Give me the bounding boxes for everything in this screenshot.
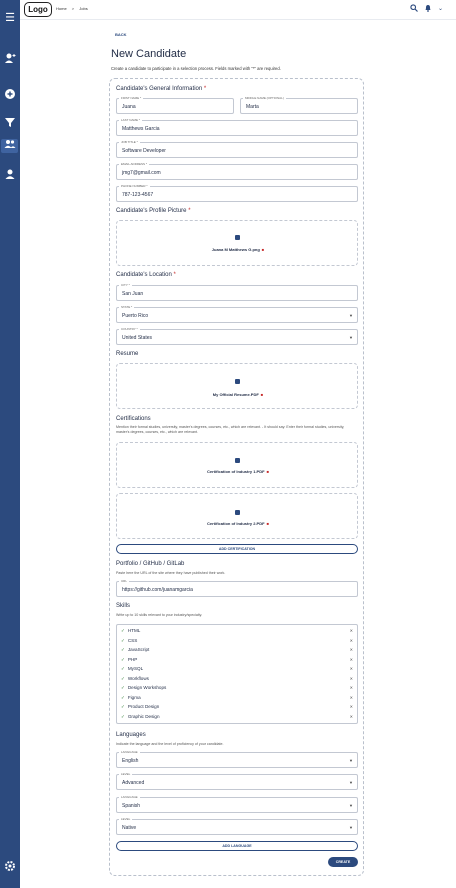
breadcrumb-home[interactable]: Home (56, 6, 67, 11)
settings-icon[interactable] (4, 860, 16, 872)
bell-icon[interactable] (424, 4, 432, 14)
skills-help: Write up to 10 skills relevant to your industry/specialty. (116, 613, 203, 617)
level-label: LEVEL (121, 817, 131, 821)
certification-filename-1: Certification of Industry 1.PDF (207, 469, 265, 474)
certification-file-1 (117, 469, 359, 474)
top-bar (20, 0, 456, 20)
chevron-down-icon[interactable]: ⌄ (438, 6, 444, 12)
middle-name-value: Marta (246, 104, 259, 110)
last-name-label: LAST NAME * (121, 118, 140, 122)
caret-down-icon: ▼ (349, 780, 353, 785)
skill-label: Workflows (127, 675, 149, 681)
portfolio-url-field[interactable] (116, 581, 358, 597)
skill-item[interactable] (121, 628, 353, 637)
state-label: STATE * (121, 305, 133, 309)
caret-down-icon: ▼ (349, 825, 353, 830)
document-file-icon (235, 379, 240, 384)
skill-item[interactable] (121, 714, 353, 723)
close-icon[interactable]: ✕ (349, 694, 353, 700)
check-icon: ✓ (121, 685, 125, 690)
check-icon: ✓ (121, 666, 125, 671)
skill-item[interactable] (121, 704, 353, 713)
resume-heading: Resume (116, 351, 139, 357)
general-info-heading (116, 86, 206, 92)
image-file-icon (235, 235, 240, 240)
first-name-value: Juana (122, 104, 136, 110)
first-name-field[interactable] (116, 98, 234, 114)
profile-picture-file (117, 247, 359, 252)
language-value: Spanish (122, 803, 141, 809)
page-subtitle: Create a candidate to participate in a selection process. Fields marked with "*" are required. (111, 66, 281, 71)
check-icon: ✓ (121, 656, 125, 662)
create-button[interactable]: CREATE (328, 857, 358, 867)
portfolio-heading: Portfolio / GitHub / GitLab (116, 561, 185, 567)
location-heading (116, 272, 176, 278)
close-icon[interactable]: ✕ (349, 628, 353, 633)
check-icon: ✓ (121, 675, 125, 681)
city-value: San Juan (122, 291, 144, 297)
phone-label: PHONE NUMBER * (121, 184, 148, 188)
certifications-heading: Certifications (116, 416, 151, 422)
required-marker: * (188, 208, 191, 214)
skill-item[interactable] (121, 685, 353, 694)
required-marker: * (173, 272, 176, 278)
breadcrumb-jobs[interactable]: Jobs (79, 6, 88, 11)
close-icon[interactable]: ✕ (349, 685, 353, 690)
add-language-button[interactable]: ADD LANGUAGE (116, 841, 358, 851)
caret-down-icon: ▼ (349, 758, 353, 763)
check-icon: ✓ (121, 704, 125, 709)
add-circle-icon[interactable] (4, 88, 16, 100)
languages-help: Indicate the language and the level of proficiency of your candidate. (116, 742, 224, 746)
check-icon: ✓ (121, 694, 125, 700)
skill-item[interactable] (121, 676, 353, 685)
skill-label: Graphic Design (127, 713, 160, 719)
add-certification-button[interactable]: ADD CERTIFICATION (116, 544, 358, 554)
back-link[interactable]: BACK (115, 32, 127, 37)
check-icon: ✓ (121, 637, 125, 643)
job-title-value: Software Developer (122, 148, 166, 154)
middle-name-field[interactable] (240, 98, 358, 114)
email-value: jmg7@gmail.com (122, 170, 161, 176)
level-value: Native (122, 825, 137, 831)
close-icon[interactable]: ✕ (349, 666, 353, 671)
state-select[interactable] (116, 307, 358, 323)
search-icon[interactable] (410, 4, 418, 14)
profile-picture-heading (116, 208, 191, 214)
location-heading-text: Candidate's Location (116, 272, 172, 278)
email-label: EMAIL ADDRESS * (121, 162, 148, 166)
skill-label: Figma (127, 694, 141, 700)
candidates-icon[interactable] (1, 139, 18, 153)
portfolio-url-label: URL (121, 579, 128, 583)
check-icon: ✓ (121, 713, 125, 719)
skill-label: JavaScript (127, 647, 150, 652)
filter-icon[interactable] (4, 116, 16, 128)
breadcrumb-separator: > (71, 6, 75, 11)
document-file-icon (235, 458, 240, 463)
last-name-field[interactable] (116, 120, 358, 136)
close-icon[interactable]: ✕ (349, 675, 353, 681)
portfolio-url-value: https://github.com/juanamgarcia (122, 587, 193, 593)
page-title: New Candidate (111, 48, 187, 60)
resume-filename: My Official Resume.PDF (212, 392, 259, 397)
resume-file (117, 392, 359, 397)
languages-heading: Languages (116, 732, 146, 738)
breadcrumb (56, 6, 92, 11)
caret-down-icon: ▼ (349, 313, 353, 318)
trash-icon[interactable]: ■ (260, 392, 264, 397)
first-name-label: FIRST NAME * (121, 96, 142, 100)
caret-down-icon: ▼ (349, 335, 353, 340)
person-icon[interactable] (4, 168, 16, 180)
level-value: Advanced (122, 780, 145, 786)
skills-list (116, 624, 358, 724)
add-user-icon[interactable] (4, 52, 16, 64)
certification-filename-2: Certification of Industry 2.PDF (207, 521, 265, 526)
state-value: Puerto Rico (122, 313, 149, 319)
close-icon[interactable]: ✕ (349, 656, 353, 662)
required-marker: * (203, 86, 207, 92)
language-label: LANGUAGE (121, 795, 138, 799)
middle-name-label: MIDDLE NAME (OPTIONAL) (245, 96, 284, 100)
language-label: LANGUAGE (121, 750, 138, 754)
trash-icon[interactable]: ■ (266, 469, 269, 474)
city-field[interactable] (116, 285, 358, 301)
resume-upload[interactable] (116, 363, 358, 409)
close-icon[interactable]: ✕ (349, 704, 353, 709)
general-info-heading-text: Candidate's General Information (116, 86, 203, 92)
country-value: United States (122, 335, 153, 341)
skill-item[interactable] (121, 647, 353, 656)
profile-picture-upload[interactable] (116, 220, 358, 266)
certification-upload-2[interactable] (116, 493, 358, 539)
job-title-label: JOB TITLE * (121, 140, 138, 144)
portfolio-help: Paste here the URL of the site where they have published their work. (116, 571, 226, 575)
country-label: COUNTRY * (121, 327, 138, 331)
skill-label: MySQL (127, 666, 144, 671)
job-title-field[interactable] (116, 142, 358, 158)
skills-heading: Skills (116, 603, 131, 609)
close-icon[interactable]: ✕ (349, 637, 353, 643)
trash-icon[interactable]: ■ (261, 247, 265, 252)
last-name-value: Matthews Garcia (122, 126, 160, 132)
certification-file-2 (117, 521, 359, 526)
check-icon: ✓ (121, 628, 125, 633)
skill-label: PHP (127, 656, 138, 662)
close-icon[interactable]: ✕ (349, 713, 353, 719)
language-select-1[interactable] (116, 752, 358, 768)
phone-value: 787-123-4567 (122, 192, 154, 198)
skill-label: CSS (127, 637, 138, 643)
email-field[interactable] (116, 164, 358, 180)
language-select-2[interactable] (116, 797, 358, 813)
skill-label: Design Workshops (127, 685, 167, 690)
sidebar (0, 0, 20, 888)
menu-icon[interactable]: ☰ (5, 12, 15, 24)
skill-item[interactable] (121, 638, 353, 647)
skill-label: HTML (127, 628, 141, 633)
trash-icon[interactable]: ■ (266, 521, 269, 526)
caret-down-icon: ▼ (349, 803, 353, 808)
level-select-1[interactable] (116, 774, 358, 790)
phone-field[interactable] (116, 186, 358, 202)
language-value: English (122, 758, 139, 764)
profile-picture-filename: Juana M Matthews G.png (211, 247, 260, 252)
level-label: LEVEL (121, 772, 131, 776)
skill-item[interactable] (121, 666, 353, 675)
country-select[interactable] (116, 329, 358, 345)
profile-picture-heading-text: Candidate's Profile Picture (116, 208, 187, 214)
check-icon: ✓ (121, 647, 125, 652)
skill-label: Product Design (127, 704, 160, 709)
certifications-help: Mention their formal studies, university, master's degrees, courses, etc., which are relevant. - It should say: Enter their formal studies, university, master's degrees, courses, etc., which are relevant. (116, 425, 345, 434)
document-file-icon (235, 510, 240, 515)
certification-upload-1[interactable] (116, 442, 358, 488)
level-select-2[interactable] (116, 819, 358, 835)
close-icon[interactable]: ✕ (349, 647, 353, 652)
skill-item[interactable] (121, 657, 353, 666)
city-label: CITY * (121, 283, 130, 287)
logo[interactable]: Logo (24, 2, 52, 17)
skill-item[interactable] (121, 695, 353, 704)
